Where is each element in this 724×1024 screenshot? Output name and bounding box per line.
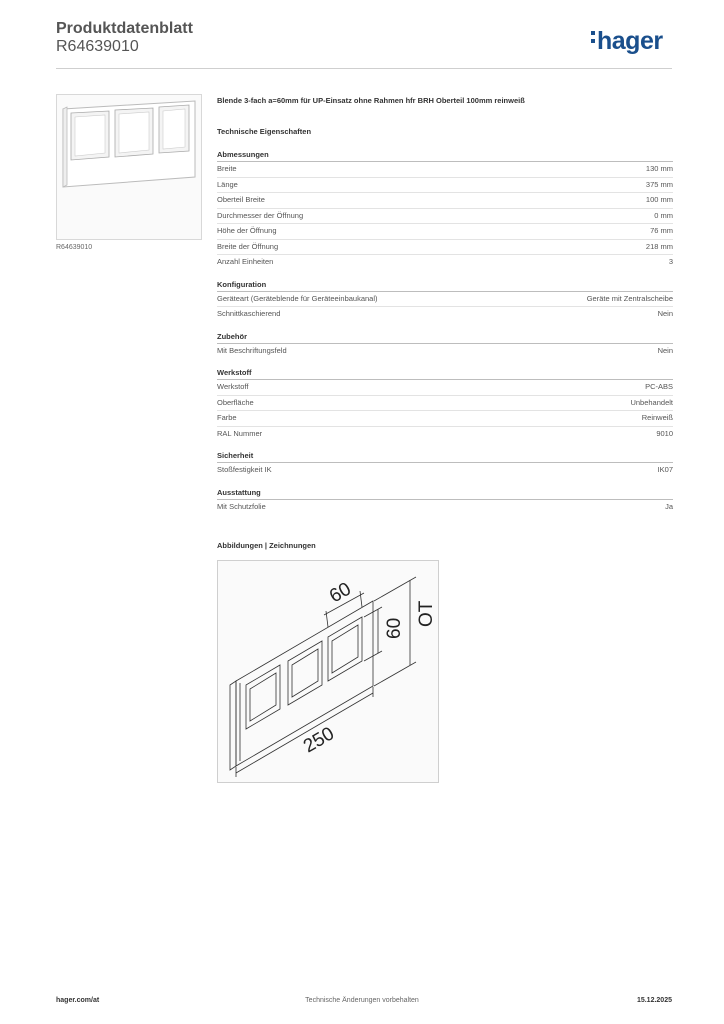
section-title: Zubehör [217,331,673,344]
spec-label: Breite der Öffnung [217,241,279,251]
spec-label: Oberteil Breite [217,195,265,204]
footer-date: 15.12.2025 [636,997,672,1004]
spec-value: Nein [657,345,673,355]
section-equipment [217,487,673,515]
spec-label: Farbe [217,413,237,422]
spec-row [217,463,673,478]
dim-opening-width-label: 60 [326,578,355,608]
spec-label: Stoßfestigkeit IK [217,465,272,474]
spec-row [217,411,673,427]
spec-value: 100 mm [645,195,673,204]
dim-length-label: 250 [300,723,338,758]
spec-row [217,292,673,308]
spec-value: 130 mm [645,164,673,173]
spec-row [217,427,673,442]
spec-row [217,209,673,225]
logo-colon-icon [591,27,595,47]
spec-row [217,193,673,209]
section-dimensions [217,149,673,270]
section-title: Ausstattung [217,487,673,500]
section-accessories [217,331,673,359]
article-number: R64639010 [56,38,139,55]
spec-row [217,307,673,322]
document-title: Produktdatenblatt [56,20,193,37]
spec-row [217,162,673,178]
product-image [56,94,202,240]
spec-value: PC-ABS [645,382,673,391]
hager-logo[interactable] [591,26,663,56]
spec-value: IK07 [657,465,673,474]
product-image-caption: R64639010 [56,244,93,251]
spec-label: Anzahl Einheiten [217,257,274,266]
spec-label: Geräteart (Geräteblende für Geräteeinbaukanal) [217,293,378,303]
footer-disclaimer: Technische Änderungen vorbehalten [305,997,419,1004]
spec-label: RAL Nummer [217,428,263,438]
spec-row [217,255,673,270]
footer-website-link[interactable]: hager.com/at [56,997,100,1004]
section-title: Werkstoff [217,367,673,380]
spec-row [217,224,673,240]
spec-label: Schnittkaschierend [217,309,281,318]
spec-value: Unbehandelt [630,397,673,407]
product-description: Blende 3-fach a=60mm für UP-Einsatz ohne Rahmen hfr BRH Oberteil 100mm reinweiß [217,96,525,105]
spec-label: Länge [217,179,238,189]
spec-value: Ja [665,501,673,511]
section-configuration [217,279,673,322]
technical-drawing [217,560,439,783]
section-title: Sicherheit [217,450,673,463]
spec-label: Breite [217,164,237,173]
dimension-drawing-icon [218,561,438,782]
drawings-title: Abbildungen | Zeichnungen [217,541,316,550]
logo-text: hager [597,27,663,55]
spec-value: 218 mm [645,241,673,251]
specs-heading: Technische Eigenschaften [217,127,312,136]
header-divider [56,68,672,69]
spec-row [217,380,673,396]
spec-row [217,500,673,515]
section-title: Konfiguration [217,279,673,292]
spec-label: Mit Schutzfolie [217,501,266,511]
section-title: Abmessungen [217,149,673,162]
main-content [217,96,673,523]
spec-value: Reinweiß [641,413,673,422]
spec-label: Oberfläche [217,397,254,407]
dim-top-label: OT [416,600,437,627]
spec-row [217,178,673,194]
cover-plate-icon [57,95,201,239]
spec-value: 375 mm [645,179,673,189]
spec-label: Werkstoff [217,382,249,391]
section-material [217,367,673,441]
spec-label: Durchmesser der Öffnung [217,210,304,220]
spec-value: 76 mm [650,226,673,235]
spec-row [217,396,673,412]
dim-opening-height-label: 60 [384,617,405,639]
spec-value: 0 mm [654,210,673,220]
spec-label: Mit Beschriftungsfeld [217,345,287,355]
spec-row [217,344,673,359]
spec-row [217,240,673,256]
section-safety [217,450,673,478]
spec-label: Höhe der Öffnung [217,226,277,235]
spec-value: Nein [657,309,673,318]
spec-value: 3 [668,257,673,266]
spec-value: 9010 [656,428,673,438]
spec-value: Geräte mit Zentralscheibe [586,293,673,303]
